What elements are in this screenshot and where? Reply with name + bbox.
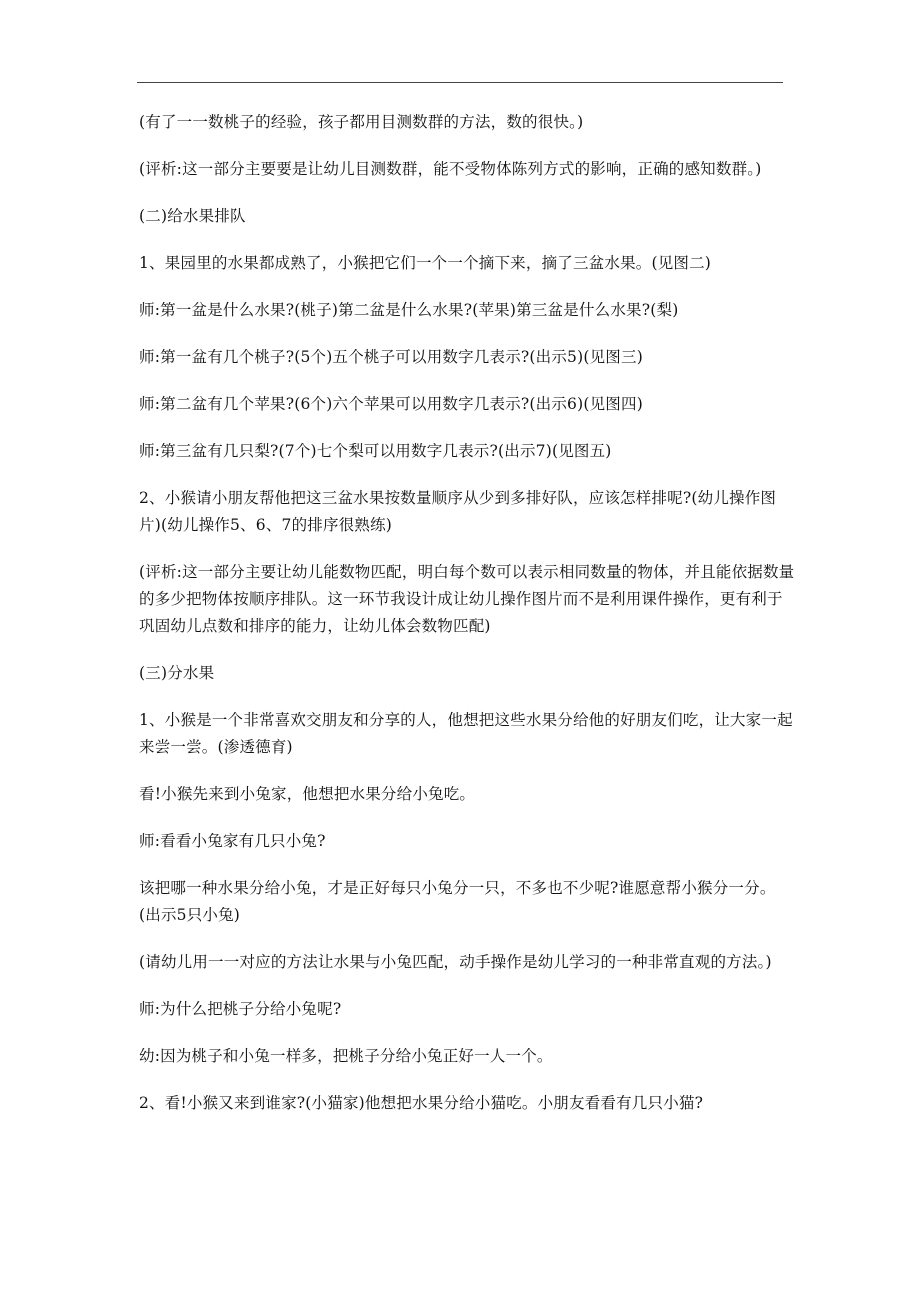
paragraph-2: (评析:这一部分主要要是让幼儿目测数群，能不受物体陈列方式的影响，正确的感知数群。) (139, 160, 762, 178)
paragraph-8: 2、小猴请小朋友帮他把这三盆水果按数量顺序从少到多排好队，应该怎样排呢?(幼儿操作图片)(幼儿操作5、6、7的排序很熟练) (139, 489, 777, 534)
paragraph-5: 师:第一盆有几个桃子?(5个)五个桃子可以用数字几表示?(出示5)(见图三) (139, 348, 643, 366)
paragraph-13: 该把哪一种水果分给小兔，才是正好每只小兔分一只，不多也不少呢?谁愿意帮小猴分一分。(出示5只小兔) (139, 879, 776, 924)
document-body (139, 109, 795, 1137)
paragraph-7: 师:第三盆有几只梨?(7个)七个梨可以用数字几表示?(出示7)(见图五) (139, 442, 612, 460)
paragraph-17: 2、看!小猴又来到谁家?(小猫家)他想把水果分给小猫吃。小朋友看看有几只小猫? (139, 1094, 704, 1112)
section-heading-2: (二)给水果排队 (139, 207, 246, 225)
header-rule (137, 82, 783, 83)
paragraph-14: (请幼儿用一一对应的方法让水果与小兔匹配，动手操作是幼儿学习的一种非常直观的方法。) (139, 953, 772, 971)
paragraph-11: 看!小猴先来到小兔家，他想把水果分给小兔吃。 (139, 785, 476, 803)
paragraph-1: (有了一一数桃子的经验，孩子都用目测数群的方法，数的很快。) (139, 113, 584, 131)
paragraph-15: 师:为什么把桃子分给小兔呢? (139, 1000, 342, 1018)
paragraph-3: 1、果园里的水果都成熟了，小猴把它们一个一个摘下来，摘了三盆水果。(见图二) (139, 254, 712, 272)
paragraph-10: 1、小猴是一个非常喜欢交朋友和分享的人，他想把这些水果分给他的好朋友们吃，让大家一起来尝一尝。(渗透德育) (139, 711, 793, 756)
paragraph-4: 师:第一盆是什么水果?(桃子)第二盆是什么水果?(苹果)第三盆是什么水果?(梨) (139, 301, 679, 319)
section-heading-3: (三)分水果 (139, 664, 215, 682)
paragraph-9: (评析:这一部分主要让幼儿能数物匹配，明白每个数可以表示相同数量的物体，并且能依据数量的多少把物体按顺序排队。这一环节我设计成让幼儿操作图片而不是利用课件操作，更有利于巩固幼儿点数和排序的能力，让幼儿体会数物匹配) (139, 563, 795, 635)
paragraph-12: 师:看看小兔家有几只小兔? (139, 832, 326, 850)
paragraph-16: 幼:因为桃子和小兔一样多，把桃子分给小兔正好一人一个。 (139, 1047, 553, 1065)
paragraph-6: 师:第二盆有几个苹果?(6个)六个苹果可以用数字几表示?(出示6)(见图四) (139, 395, 643, 413)
